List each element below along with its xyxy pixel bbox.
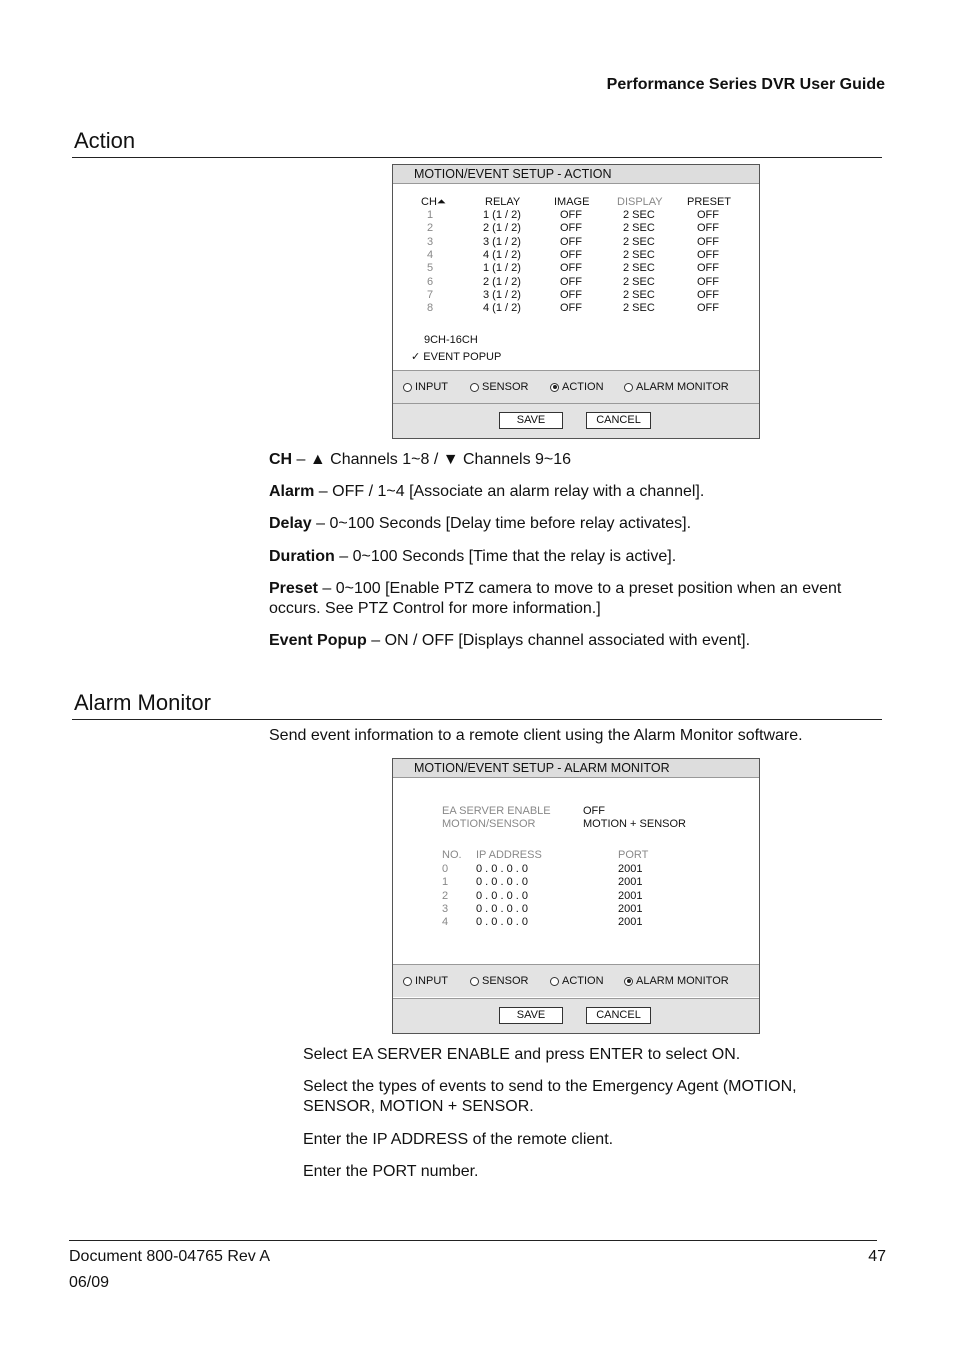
sort-up-icon: ⏶ bbox=[436, 196, 446, 208]
action-cell-display[interactable]: 2 SEC bbox=[623, 248, 655, 261]
radio-input[interactable]: INPUT bbox=[403, 381, 448, 393]
definition-term: Event Popup bbox=[269, 632, 367, 649]
radio-selected-icon bbox=[624, 977, 633, 986]
definition-term: Alarm bbox=[269, 483, 315, 500]
event-popup-checkbox[interactable]: ✓ EVENT POPUP bbox=[411, 351, 502, 363]
action-cell-preset[interactable]: OFF bbox=[697, 288, 719, 301]
save-button[interactable]: SAVE bbox=[499, 1007, 563, 1024]
button-bar bbox=[393, 403, 759, 438]
alarm-cell-no: 0 bbox=[442, 863, 449, 875]
action-cell-ch: 8 bbox=[427, 302, 434, 315]
section-divider bbox=[72, 719, 882, 720]
radio-icon bbox=[470, 383, 479, 392]
definition-item bbox=[269, 514, 869, 534]
definition-item bbox=[269, 450, 869, 470]
radio-alarm-monitor[interactable]: ALARM MONITOR bbox=[624, 381, 729, 393]
alarm-cell-port[interactable]: 2001 bbox=[618, 876, 643, 889]
section-title-action: Action bbox=[74, 128, 136, 153]
alarm-cell-ip[interactable]: 0 . 0 . 0 . 0 bbox=[476, 863, 528, 875]
action-cell-relay[interactable]: 4 (1 / 2) bbox=[483, 248, 521, 261]
definition-term: CH bbox=[269, 451, 293, 468]
cancel-button[interactable]: CANCEL bbox=[586, 412, 651, 429]
radio-selected-icon bbox=[550, 383, 559, 392]
action-cell-relay[interactable]: 3 (1 / 2) bbox=[483, 288, 521, 301]
cancel-button[interactable]: CANCEL bbox=[586, 1007, 651, 1024]
action-cell-image[interactable]: OFF bbox=[560, 209, 582, 221]
motion-sensor-value[interactable]: MOTION + SENSOR bbox=[583, 818, 686, 830]
definition-description: – 0~100 Seconds [Time that the relay is active]. bbox=[334, 548, 677, 565]
action-cell-preset[interactable]: OFF bbox=[697, 275, 719, 288]
tab-radio-bar bbox=[393, 370, 759, 403]
action-cell-display[interactable]: 2 SEC bbox=[623, 262, 655, 275]
document-header-title: Performance Series DVR User Guide bbox=[606, 76, 885, 93]
action-cell-relay[interactable]: 3 (1 / 2) bbox=[483, 235, 521, 248]
section-title-alarm-monitor: Alarm Monitor bbox=[74, 690, 211, 715]
definition-term: Duration bbox=[269, 548, 335, 565]
action-cell-ch: 5 bbox=[427, 262, 434, 275]
screen-title-bar bbox=[393, 759, 759, 778]
alarm-cell-port[interactable]: 2001 bbox=[618, 902, 643, 915]
action-cell-ch: 2 bbox=[427, 222, 434, 235]
alarm-cell-ip[interactable]: 0 . 0 . 0 . 0 bbox=[476, 876, 528, 889]
action-cell-display[interactable]: 2 SEC bbox=[623, 222, 655, 235]
alarm-cell-no: 4 bbox=[442, 916, 449, 929]
footer-rule bbox=[69, 1240, 877, 1241]
action-cell-ch: 7 bbox=[427, 288, 434, 301]
action-cell-preset[interactable]: OFF bbox=[697, 209, 719, 221]
action-setup-screen bbox=[392, 164, 760, 439]
definition-description: – ON / OFF [Displays channel associated with event]. bbox=[366, 632, 751, 649]
definition-term: Preset bbox=[269, 580, 318, 597]
alarm-cell-ip[interactable]: 0 . 0 . 0 . 0 bbox=[476, 902, 528, 915]
alarm-cell-port[interactable]: 2001 bbox=[618, 916, 643, 929]
radio-alarm-monitor[interactable]: ALARM MONITOR bbox=[624, 975, 729, 987]
radio-action[interactable]: ACTION bbox=[550, 381, 604, 393]
alarm-cell-no: 2 bbox=[442, 889, 449, 902]
ea-server-enable-value[interactable]: OFF bbox=[583, 805, 605, 817]
definition-description: – 0~100 [Enable PTZ camera to move to a preset position when an event occurs. See PTZ Control for more information.] bbox=[269, 580, 842, 617]
action-cell-image[interactable]: OFF bbox=[560, 222, 582, 235]
action-cell-preset[interactable]: OFF bbox=[697, 302, 719, 315]
definition-item bbox=[269, 547, 869, 567]
radio-sensor[interactable]: SENSOR bbox=[470, 975, 528, 987]
action-cell-image[interactable]: OFF bbox=[560, 262, 582, 275]
save-button[interactable]: SAVE bbox=[499, 412, 563, 429]
instruction-step: Enter the PORT number. bbox=[303, 1163, 479, 1180]
action-cell-ch: 1 bbox=[427, 209, 434, 221]
action-cell-image[interactable]: OFF bbox=[560, 248, 582, 261]
ea-server-enable-label: EA SERVER ENABLE bbox=[442, 805, 551, 817]
definition-item bbox=[269, 579, 869, 619]
action-cell-image[interactable]: OFF bbox=[560, 275, 582, 288]
channel-range-label[interactable]: 9CH-16CH bbox=[424, 334, 478, 346]
action-cell-image[interactable]: OFF bbox=[560, 288, 582, 301]
alarm-cell-ip[interactable]: 0 . 0 . 0 . 0 bbox=[476, 889, 528, 902]
action-cell-preset[interactable]: OFF bbox=[697, 235, 719, 248]
alarm-cell-port[interactable]: 2001 bbox=[618, 863, 643, 875]
action-cell-display[interactable]: 2 SEC bbox=[623, 275, 655, 288]
definition-term: Delay bbox=[269, 515, 312, 532]
screen-title: MOTION/EVENT SETUP - ACTION bbox=[414, 167, 612, 181]
radio-action[interactable]: ACTION bbox=[550, 975, 604, 987]
column-header-no: NO. bbox=[442, 849, 462, 861]
instruction-step: Enter the IP ADDRESS of the remote client. bbox=[303, 1131, 614, 1148]
action-cell-display[interactable]: 2 SEC bbox=[623, 209, 655, 221]
alarm-monitor-setup-screen bbox=[392, 758, 760, 1034]
definition-description: – 0~100 Seconds [Delay time before relay activates]. bbox=[311, 515, 692, 532]
instruction-step: Select the types of events to send to the Emergency Agent (MOTION, SENSOR, MOTION + SENSOR. bbox=[303, 1078, 797, 1115]
action-cell-preset[interactable]: OFF bbox=[697, 248, 719, 261]
alarm-cell-no: 1 bbox=[442, 876, 449, 889]
column-header-ch[interactable]: CH⏶ bbox=[421, 196, 446, 208]
action-cell-relay[interactable]: 1 (1 / 2) bbox=[483, 209, 521, 221]
radio-input[interactable]: INPUT bbox=[403, 975, 448, 987]
radio-sensor[interactable]: SENSOR bbox=[470, 381, 528, 393]
radio-icon bbox=[403, 383, 412, 392]
action-cell-relay[interactable]: 1 (1 / 2) bbox=[483, 262, 521, 275]
radio-icon bbox=[550, 977, 559, 986]
definition-item bbox=[269, 482, 869, 502]
action-cell-image[interactable]: OFF bbox=[560, 302, 582, 315]
button-bar bbox=[393, 998, 759, 1033]
column-header-relay: RELAY bbox=[485, 196, 521, 208]
section-divider bbox=[72, 157, 882, 158]
screen-title: MOTION/EVENT SETUP - ALARM MONITOR bbox=[414, 761, 670, 775]
footer-date: 06/09 bbox=[69, 1274, 110, 1291]
column-header-port: PORT bbox=[618, 849, 649, 861]
definition-description: – OFF / 1~4 [Associate an alarm relay with a channel]. bbox=[314, 483, 705, 500]
column-header-display: DISPLAY bbox=[617, 196, 663, 208]
footer-document-id: Document 800-04765 Rev A bbox=[69, 1248, 271, 1265]
action-cell-preset[interactable]: OFF bbox=[697, 262, 719, 275]
action-cell-ch: 6 bbox=[427, 275, 434, 288]
column-header-ip: IP ADDRESS bbox=[476, 849, 542, 861]
alarm-cell-ip[interactable]: 0 . 0 . 0 . 0 bbox=[476, 916, 528, 929]
radio-icon bbox=[403, 977, 412, 986]
radio-icon bbox=[470, 977, 479, 986]
action-cell-display[interactable]: 2 SEC bbox=[623, 288, 655, 301]
alarm-monitor-intro: Send event information to a remote client using the Alarm Monitor software. bbox=[269, 727, 803, 744]
screen-title-bar bbox=[393, 165, 759, 184]
action-cell-relay[interactable]: 2 (1 / 2) bbox=[483, 275, 521, 288]
action-cell-display[interactable]: 2 SEC bbox=[623, 235, 655, 248]
column-header-preset: PRESET bbox=[687, 196, 732, 208]
column-header-image: IMAGE bbox=[554, 196, 590, 208]
definition-description: – ▲ Channels 1~8 / ▼ Channels 9~16 bbox=[292, 451, 572, 468]
page-number: 47 bbox=[868, 1248, 886, 1265]
action-cell-ch: 3 bbox=[427, 235, 434, 248]
alarm-cell-port[interactable]: 2001 bbox=[618, 889, 643, 902]
action-cell-relay[interactable]: 4 (1 / 2) bbox=[483, 302, 521, 315]
action-cell-relay[interactable]: 2 (1 / 2) bbox=[483, 222, 521, 235]
motion-sensor-label: MOTION/SENSOR bbox=[442, 818, 536, 830]
action-cell-ch: 4 bbox=[427, 248, 434, 261]
action-cell-image[interactable]: OFF bbox=[560, 235, 582, 248]
radio-icon bbox=[624, 383, 633, 392]
action-cell-preset[interactable]: OFF bbox=[697, 222, 719, 235]
alarm-cell-no: 3 bbox=[442, 902, 449, 915]
tab-radio-bar bbox=[393, 964, 759, 997]
instruction-step: Select EA SERVER ENABLE and press ENTER to select ON. bbox=[303, 1046, 741, 1063]
definition-item bbox=[269, 631, 869, 651]
action-cell-display[interactable]: 2 SEC bbox=[623, 302, 655, 315]
